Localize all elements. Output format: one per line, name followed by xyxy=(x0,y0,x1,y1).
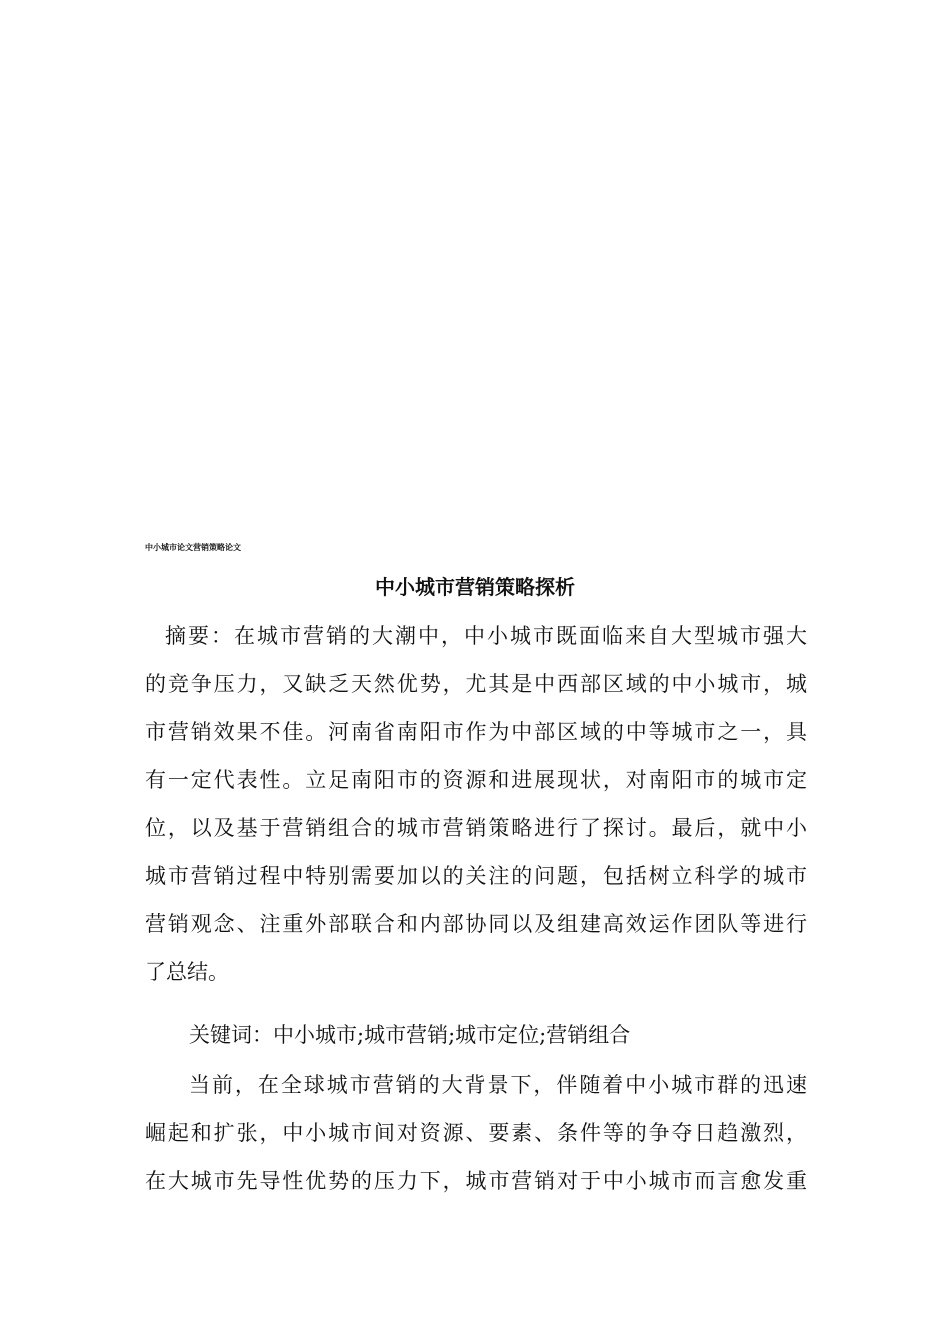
abstract-line: 了总结。 xyxy=(145,960,229,984)
intro-paragraph xyxy=(145,1061,807,1205)
abstract-line: 城市营销过程中特别需要加以的关注的问题，包括树立科学的城市 xyxy=(145,864,807,888)
intro-line: 在大城市先导性优势的压力下，城市营销对于中小城市而言愈发重 xyxy=(145,1169,807,1193)
abstract-line: 的竞争压力，又缺乏天然优势，尤其是中西部区域的中小城市，城 xyxy=(145,672,807,696)
abstract-line: 营销观念、注重外部联合和内部协同以及组建高效运作团队等进行 xyxy=(145,912,807,936)
abstract-paragraph xyxy=(145,612,807,996)
abstract-line: 摘要：在城市营销的大潮中，中小城市既面临来自大型城市强大 xyxy=(165,624,807,648)
abstract-line: 市营销效果不佳。河南省南阳市作为中部区域的中等城市之一，具 xyxy=(145,720,807,744)
keywords-paragraph xyxy=(145,1011,807,1059)
intro-line: 当前，在全球城市营销的大背景下，伴随着中小城市群的迅速 xyxy=(189,1073,807,1097)
abstract-line: 位，以及基于营销组合的城市营销策略进行了探讨。最后，就中小 xyxy=(145,816,807,840)
intro-line: 崛起和扩张，中小城市间对资源、要素、条件等的争夺日趋激烈， xyxy=(145,1121,807,1145)
keywords-line: 关键词：中小城市;城市营销;城市定位;营销组合 xyxy=(189,1023,631,1047)
abstract-line: 有一定代表性。立足南阳市的资源和进展现状，对南阳市的城市定 xyxy=(145,768,807,792)
document-title: 中小城市营销策略探析 xyxy=(375,575,575,599)
header-note: 中小城市论文营销策略论文 xyxy=(145,542,241,552)
